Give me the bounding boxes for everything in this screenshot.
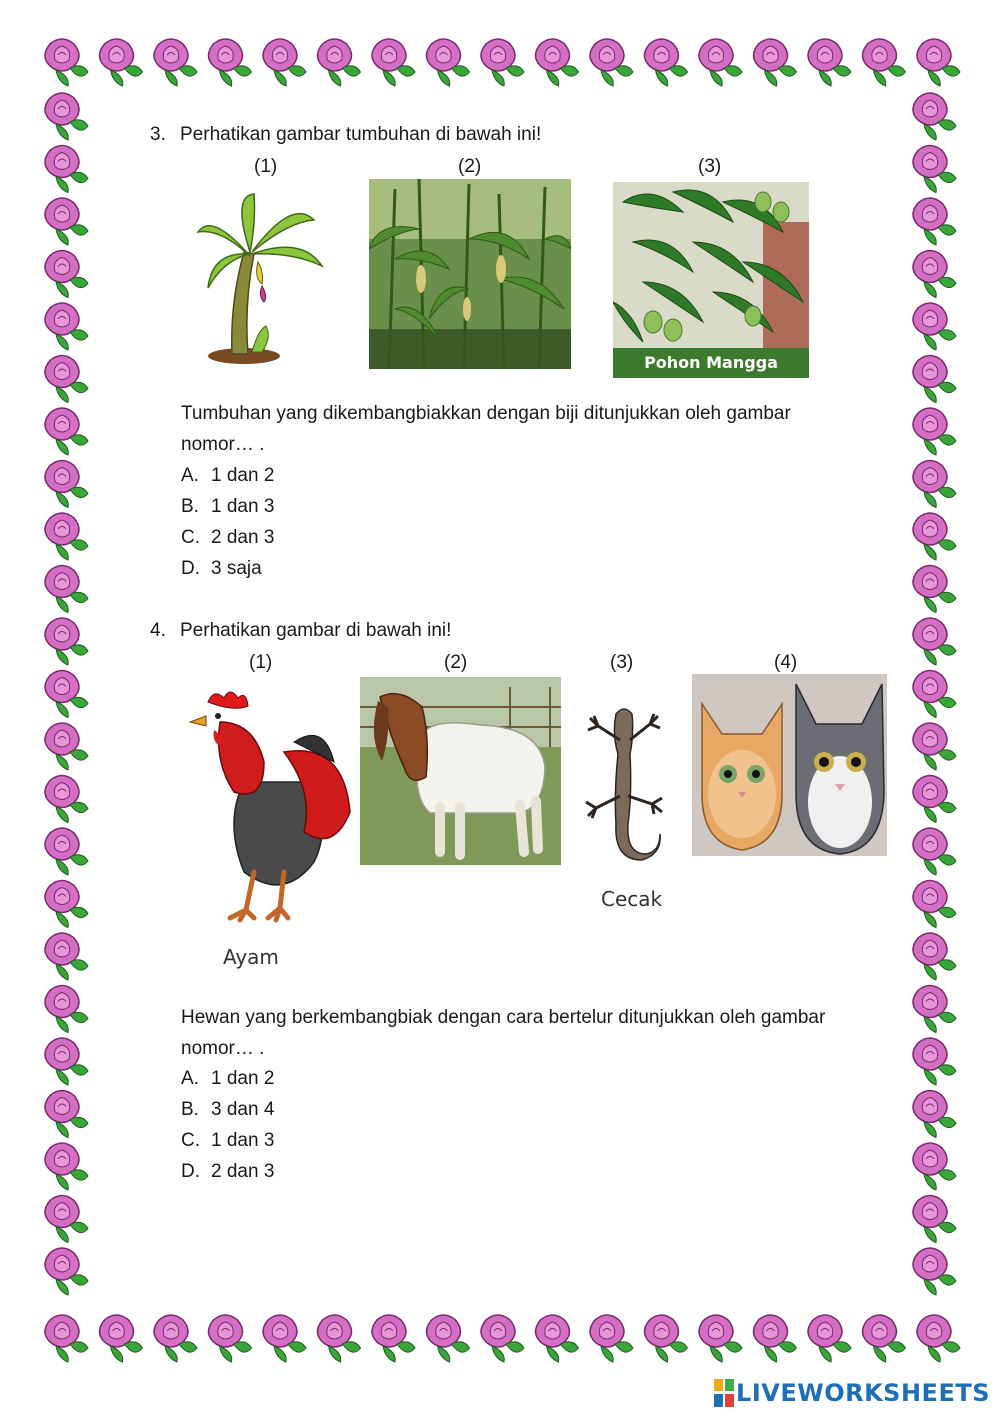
q3-label-2: (2) — [458, 156, 482, 177]
option-text: 1 dan 2 — [211, 465, 275, 486]
q3-option-d[interactable] — [181, 558, 262, 580]
question-4-text-line2: nomor… . — [181, 1038, 265, 1059]
mango-tree-image — [613, 182, 809, 378]
q3-option-a[interactable] — [181, 465, 274, 487]
question-3-number: 3. — [150, 124, 166, 145]
q4-option-b[interactable] — [181, 1099, 274, 1121]
option-text: 3 saja — [211, 558, 262, 579]
q3-label-3: (3) — [698, 156, 722, 177]
option-letter: D. — [181, 558, 200, 579]
q4-label-1: (1) — [249, 652, 273, 673]
q4-option-a[interactable] — [181, 1068, 274, 1090]
option-text: 2 dan 3 — [211, 1161, 275, 1182]
question-3-prompt — [150, 124, 541, 146]
option-letter: B. — [181, 1099, 199, 1120]
option-letter: A. — [181, 1068, 199, 1089]
option-letter: D. — [181, 1161, 200, 1182]
option-letter: C. — [181, 527, 200, 548]
option-text: 1 dan 2 — [211, 1068, 275, 1089]
option-text: 1 dan 3 — [211, 1130, 275, 1151]
question-3-text-line1: Tumbuhan yang dikembangbiakkan dengan biji ditunjukkan oleh gambar — [181, 403, 791, 424]
gecko-image — [580, 704, 666, 864]
question-3-prompt-text: Perhatikan gambar tumbuhan di bawah ini! — [180, 124, 542, 145]
liveworksheets-logo-icon — [714, 1379, 734, 1407]
q4-option-d[interactable] — [181, 1161, 274, 1183]
q4-label-2: (2) — [444, 652, 468, 673]
question-4-text-line1: Hewan yang berkembangbiak dengan cara bertelur ditunjukkan oleh gambar — [181, 1007, 826, 1028]
option-text: 1 dan 3 — [211, 496, 275, 517]
cats-image — [692, 674, 887, 856]
q4-label-4: (4) — [774, 652, 798, 673]
q3-option-c[interactable] — [181, 527, 274, 549]
option-text: 2 dan 3 — [211, 527, 275, 548]
option-letter: B. — [181, 496, 199, 517]
question-4-number: 4. — [150, 620, 166, 641]
corn-field-image — [369, 179, 571, 369]
q3-option-b[interactable] — [181, 496, 274, 518]
rooster-image — [184, 682, 352, 928]
liveworksheets-brand[interactable] — [714, 1379, 990, 1407]
brand-name: LIVEWORKSHEETS — [736, 1379, 990, 1407]
goat-image — [360, 677, 561, 865]
banana-tree-image — [192, 192, 328, 368]
question-4-prompt-text: Perhatikan gambar di bawah ini! — [180, 620, 452, 641]
rooster-caption: Ayam — [223, 945, 279, 969]
q4-label-3: (3) — [610, 652, 634, 673]
q3-label-1: (1) — [254, 156, 278, 177]
option-text: 3 dan 4 — [211, 1099, 275, 1120]
mango-caption: Pohon Mangga — [613, 348, 809, 378]
option-letter: A. — [181, 465, 199, 486]
question-3-text-line2: nomor… . — [181, 434, 265, 455]
q4-option-c[interactable] — [181, 1130, 274, 1152]
option-letter: C. — [181, 1130, 200, 1151]
question-4-prompt — [150, 620, 451, 642]
gecko-caption: Cecak — [601, 887, 663, 911]
